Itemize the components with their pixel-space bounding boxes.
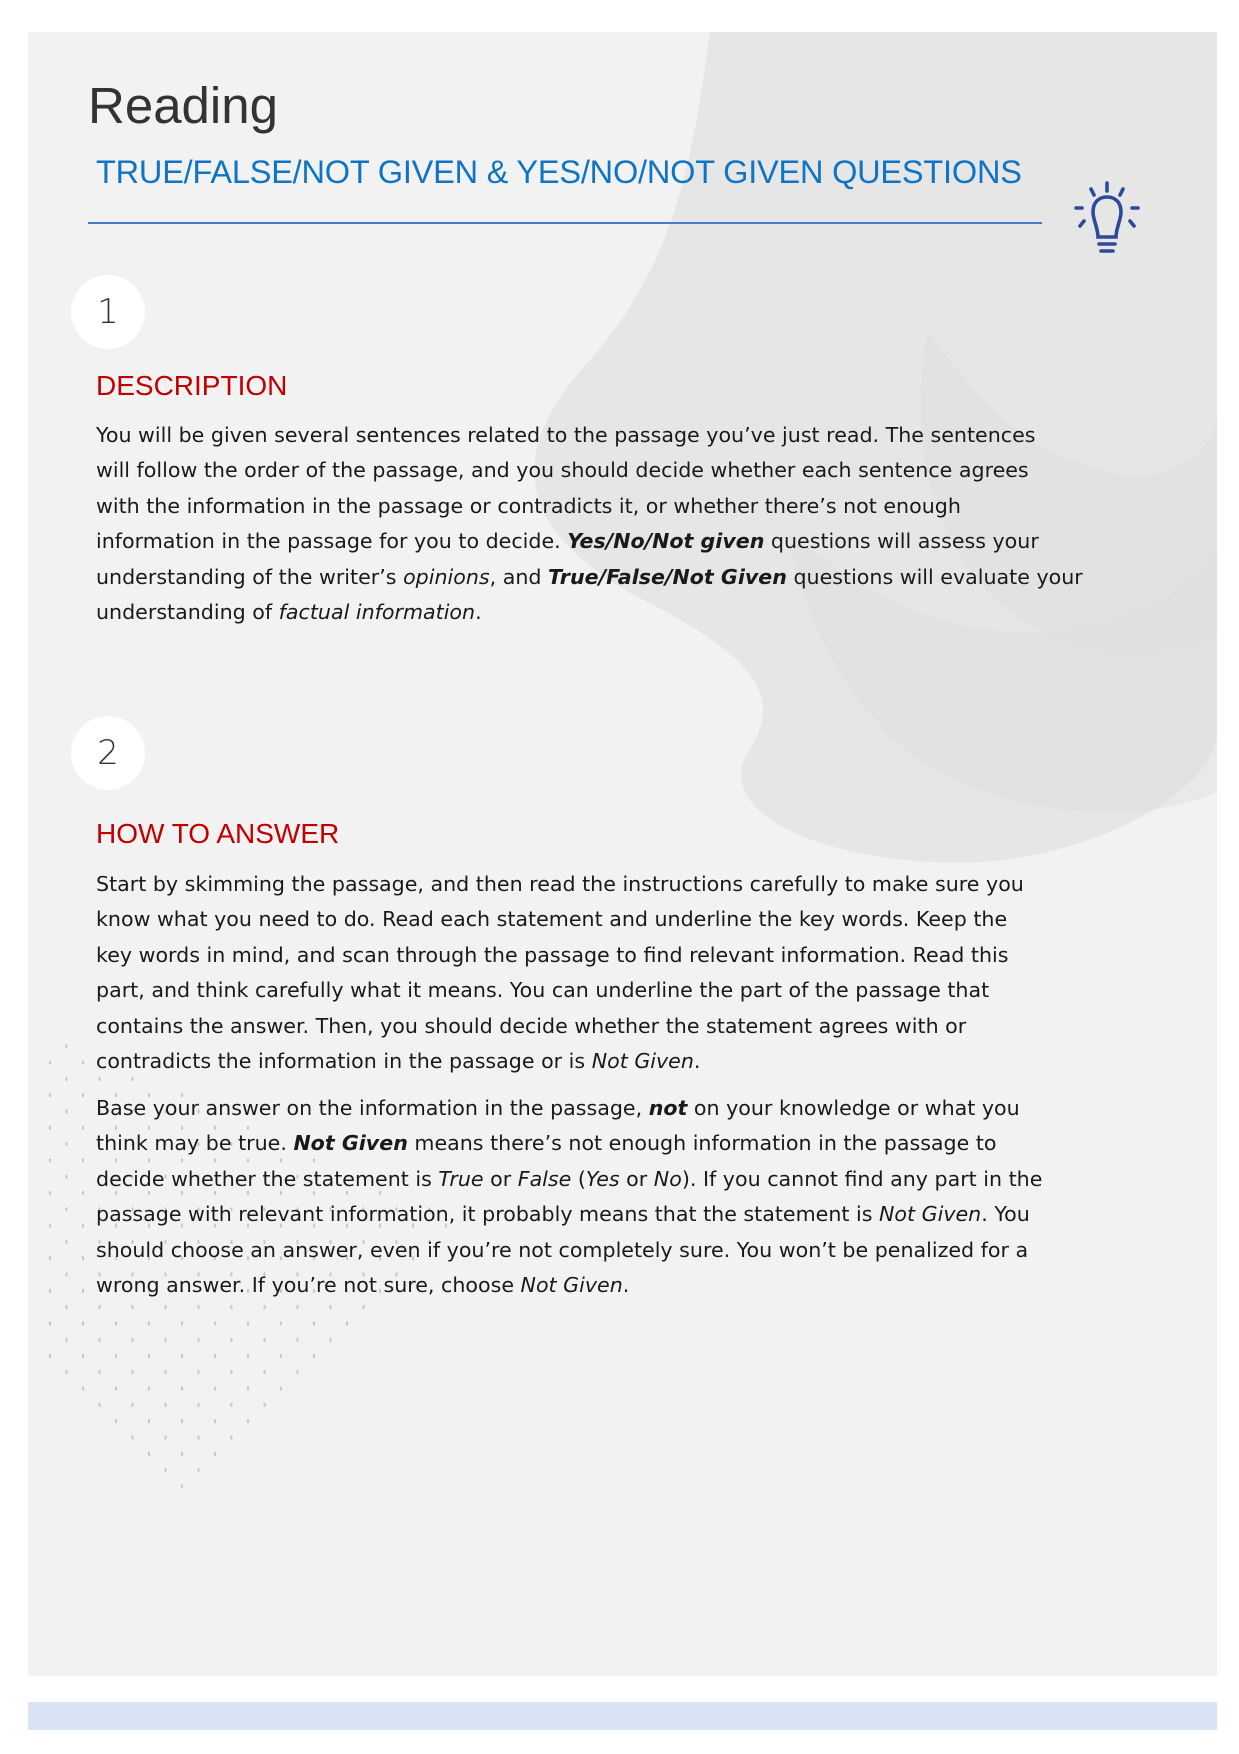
pattern-dot xyxy=(148,1419,150,1423)
pattern-dot xyxy=(329,1305,331,1309)
pattern-dot xyxy=(65,1305,67,1309)
pattern-dot xyxy=(280,1321,282,1325)
pattern-dot xyxy=(148,1452,150,1456)
italic-text: Not Given xyxy=(591,1049,694,1074)
pattern-dot xyxy=(49,1354,51,1358)
text-run: on your knowledge or what you xyxy=(687,1096,1020,1120)
pattern-dot xyxy=(280,1354,282,1358)
pattern-dot xyxy=(65,1109,67,1113)
pattern-dot xyxy=(49,1158,51,1162)
text-run: , and xyxy=(489,564,549,589)
italic-text: No xyxy=(653,1166,682,1191)
pattern-dot xyxy=(346,1321,348,1325)
pattern-dot xyxy=(280,1386,282,1390)
pattern-dot xyxy=(98,1403,100,1407)
pattern-dot xyxy=(181,1452,183,1456)
pattern-dot xyxy=(197,1403,199,1407)
text-run: passage with relevant information, it probably means that the statement is xyxy=(96,1202,880,1227)
paragraph-line xyxy=(96,1009,1024,1044)
pattern-dot xyxy=(263,1370,265,1374)
pattern-dot xyxy=(247,1321,249,1325)
pattern-dot xyxy=(164,1468,166,1472)
section-number-badge: 2 xyxy=(71,716,145,790)
pattern-dot xyxy=(65,1175,67,1179)
pattern-dot xyxy=(82,1060,84,1064)
pattern-dot xyxy=(115,1419,117,1423)
text-run: questions will assess your xyxy=(764,529,1039,554)
pattern-dot xyxy=(49,1321,51,1325)
pattern-dot xyxy=(131,1305,133,1309)
pattern-dot xyxy=(65,1142,67,1146)
text-run: means there’s not enough information in the passage to xyxy=(407,1131,997,1156)
pattern-dot xyxy=(230,1435,232,1439)
how-to-answer-paragraph xyxy=(96,1091,1042,1303)
text-run: key words in mind, and scan through the passage to find relevant information. Read this xyxy=(96,942,1009,967)
pattern-dot xyxy=(115,1354,117,1358)
pattern-dot xyxy=(329,1338,331,1342)
italic-text: Not Given xyxy=(520,1273,623,1298)
pattern-dot xyxy=(82,1354,84,1358)
pattern-dot xyxy=(49,1060,51,1064)
paragraph-line xyxy=(96,902,1024,937)
pattern-dot xyxy=(296,1338,298,1342)
pattern-dot xyxy=(65,1272,67,1276)
pattern-dot xyxy=(181,1419,183,1423)
paragraph-line xyxy=(96,973,1024,1008)
pattern-dot xyxy=(197,1370,199,1374)
pattern-dot xyxy=(82,1386,84,1390)
pattern-dot xyxy=(65,1338,67,1342)
paragraph-line xyxy=(96,418,1083,453)
italic-text: False xyxy=(517,1166,572,1191)
description-paragraph xyxy=(96,418,1083,630)
pattern-dot xyxy=(115,1321,117,1325)
pattern-dot xyxy=(197,1435,199,1439)
text-run: think may be true. xyxy=(96,1131,294,1156)
dot-pattern xyxy=(28,32,1217,1676)
pattern-dot xyxy=(214,1386,216,1390)
text-run: decide whether the statement is xyxy=(96,1166,439,1191)
pattern-dot xyxy=(65,1207,67,1211)
pattern-dot xyxy=(197,1338,199,1342)
text-run: ( xyxy=(571,1166,586,1191)
section-number-badge: 1 xyxy=(71,275,145,349)
pattern-dot xyxy=(181,1386,183,1390)
paragraph-line xyxy=(96,1233,1042,1268)
text-run: understanding of the writer’s xyxy=(96,564,404,589)
pattern-dot xyxy=(164,1403,166,1407)
text-run: . xyxy=(622,1273,630,1298)
paragraph-line xyxy=(96,1197,1042,1232)
pattern-dot xyxy=(131,1370,133,1374)
text-run: or xyxy=(619,1166,654,1191)
page-title: Reading xyxy=(88,77,278,134)
pattern-dot xyxy=(49,1223,51,1227)
text-run: questions will evaluate your xyxy=(786,564,1083,589)
paragraph-line xyxy=(96,489,1083,524)
text-run: will follow the order of the passage, and you should decide whether each sentence agrees xyxy=(96,458,1029,483)
pattern-dot xyxy=(82,1321,84,1325)
pattern-dot xyxy=(164,1305,166,1309)
pattern-dot xyxy=(296,1370,298,1374)
pattern-dot xyxy=(313,1354,315,1358)
page-subtitle: TRUE/FALSE/NOT GIVEN & YES/NO/NOT GIVEN QUESTIONS xyxy=(96,154,1022,190)
pattern-dot xyxy=(82,1256,84,1260)
pattern-dot xyxy=(164,1435,166,1439)
pattern-dot xyxy=(197,1468,199,1472)
italic-text: True xyxy=(438,1166,484,1191)
text-run: should choose an answer, even if you’re not completely sure. You won’t be penalized for a xyxy=(96,1237,1029,1262)
pattern-dot xyxy=(247,1354,249,1358)
pattern-dot xyxy=(82,1191,84,1195)
text-run: . You xyxy=(981,1202,1030,1227)
pattern-dot xyxy=(263,1338,265,1342)
pattern-dot xyxy=(98,1305,100,1309)
pattern-dot xyxy=(131,1338,133,1342)
pattern-dot xyxy=(49,1191,51,1195)
text-run: Base your answer on the information in the passage, xyxy=(96,1096,649,1120)
italic-text: factual information xyxy=(278,600,476,625)
pattern-dot xyxy=(214,1321,216,1325)
pattern-dot xyxy=(164,1338,166,1342)
paragraph-line xyxy=(96,938,1024,973)
pattern-dot xyxy=(65,1044,67,1048)
page xyxy=(28,32,1217,1676)
pattern-dot xyxy=(263,1403,265,1407)
pattern-dot xyxy=(247,1419,249,1423)
pattern-dot xyxy=(230,1370,232,1374)
text-run: contains the answer. Then, you should decide whether the statement agrees with or xyxy=(96,1013,967,1038)
paragraph-line xyxy=(96,524,1083,559)
pattern-dot xyxy=(82,1126,84,1130)
pattern-dot xyxy=(49,1256,51,1260)
lightbulb-icon xyxy=(1069,180,1145,264)
pattern-dot xyxy=(230,1403,232,1407)
pattern-dot xyxy=(181,1321,183,1325)
paragraph-line xyxy=(96,1091,1042,1126)
pattern-dot xyxy=(148,1321,150,1325)
emphasis-text: not xyxy=(648,1096,688,1120)
pattern-dot xyxy=(49,1289,51,1293)
pattern-dot xyxy=(214,1354,216,1358)
paragraph-line xyxy=(96,1126,1042,1161)
pattern-dot xyxy=(181,1484,183,1488)
emphasis-text: Yes/No/Not given xyxy=(567,529,765,554)
text-run: You will be given several sentences related to the passage you’ve just read. The sentences xyxy=(96,423,1036,447)
pattern-dot xyxy=(65,1240,67,1244)
pattern-dot xyxy=(362,1305,364,1309)
paragraph-line xyxy=(96,867,1024,902)
text-run: contradicts the information in the passage or is xyxy=(96,1049,592,1074)
pattern-dot xyxy=(148,1354,150,1358)
text-run: with the information in the passage or contradicts it, or whether there’s not enough xyxy=(96,493,961,518)
footer-bar xyxy=(28,1702,1217,1730)
text-run: wrong answer. If you’re not sure, choose xyxy=(96,1273,521,1298)
paragraph-line xyxy=(96,1268,1042,1303)
pattern-dot xyxy=(49,1093,51,1097)
pattern-dot xyxy=(214,1419,216,1423)
pattern-dot xyxy=(247,1386,249,1390)
pattern-dot xyxy=(148,1386,150,1390)
text-run: part, and think carefully what it means. You can underline the part of the passage that xyxy=(96,978,990,1003)
how-to-answer-paragraph xyxy=(96,867,1024,1079)
pattern-dot xyxy=(131,1403,133,1407)
text-run: Start by skimming the passage, and then read the instructions carefully to make sure you xyxy=(96,872,1024,896)
text-run: know what you need to do. Read each statement and underline the key words. Keep the xyxy=(96,907,1008,932)
italic-text: opinions xyxy=(403,564,490,589)
paragraph-line xyxy=(96,453,1083,488)
text-run: ). If you cannot find any part in the xyxy=(681,1166,1043,1191)
pattern-dot xyxy=(164,1370,166,1374)
pattern-dot xyxy=(296,1305,298,1309)
pattern-dot xyxy=(214,1452,216,1456)
pattern-dot xyxy=(115,1386,117,1390)
pattern-dot xyxy=(197,1305,199,1309)
pattern-dot xyxy=(82,1289,84,1293)
pattern-dot xyxy=(82,1158,84,1162)
italic-text: Not Given xyxy=(879,1202,982,1227)
text-run: . xyxy=(475,600,482,625)
paragraph-line xyxy=(96,595,1083,630)
pattern-dot xyxy=(98,1370,100,1374)
title-divider xyxy=(88,222,1042,224)
emphasis-text: True/False/Not Given xyxy=(548,564,787,589)
paragraph-line xyxy=(96,560,1083,595)
pattern-dot xyxy=(49,1126,51,1130)
pattern-dot xyxy=(65,1370,67,1374)
text-run: or xyxy=(483,1166,518,1191)
pattern-dot xyxy=(230,1338,232,1342)
pattern-dot xyxy=(131,1435,133,1439)
pattern-dot xyxy=(263,1305,265,1309)
section-heading-how-to-answer: HOW TO ANSWER xyxy=(96,818,340,849)
pattern-dot xyxy=(181,1354,183,1358)
pattern-dot xyxy=(65,1077,67,1081)
pattern-dot xyxy=(82,1223,84,1227)
emphasis-text: Not Given xyxy=(293,1131,408,1156)
text-run: information in the passage for you to decide. xyxy=(96,529,568,554)
italic-text: Yes xyxy=(585,1166,620,1191)
paragraph-line xyxy=(96,1162,1042,1197)
text-run: . xyxy=(693,1049,701,1074)
pattern-dot xyxy=(98,1338,100,1342)
pattern-dot xyxy=(230,1305,232,1309)
text-run: understanding of xyxy=(96,600,279,625)
section-heading-description: DESCRIPTION xyxy=(96,370,288,401)
paragraph-line xyxy=(96,1044,1024,1079)
pattern-dot xyxy=(313,1321,315,1325)
pattern-dot xyxy=(82,1093,84,1097)
